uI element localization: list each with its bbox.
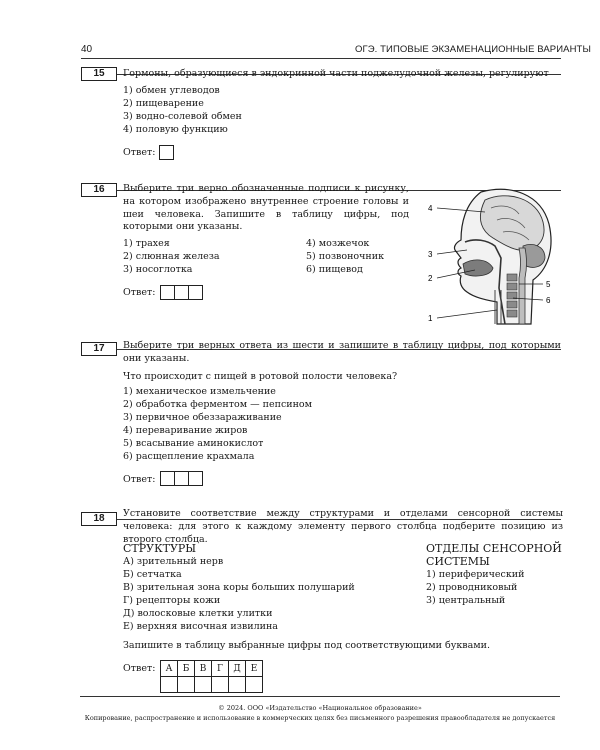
q16-option-2: 2) слюнная железа xyxy=(123,251,220,262)
q15-option-1: 1) обмен углеводов xyxy=(123,85,220,96)
q18-answer-cell[interactable] xyxy=(161,677,178,693)
q18-answer-cell[interactable] xyxy=(246,677,263,693)
q17-answer-cell[interactable] xyxy=(174,471,189,486)
q18-col1-title: СТРУКТУРЫ xyxy=(123,542,197,555)
q18-answer-cell[interactable] xyxy=(212,677,229,693)
q16-answer-cell[interactable] xyxy=(160,285,175,300)
q18-col1-item-d: Д) волосковые клетки улитки xyxy=(123,608,273,619)
q17-text: Выберите три верных ответа из шести и запишите в таблицу цифры, под которыми они указаны. xyxy=(123,340,561,364)
q18-col2-item-1: 1) периферический xyxy=(426,569,525,580)
q15-option-2: 2) пищеварение xyxy=(123,98,204,109)
q18-instruction: Запишите в таблицу выбранные цифры под соответствующими буквами. xyxy=(123,640,491,651)
q15-text: Гормоны, образующиеся в эндокринной части поджелудочной железы, регулируют xyxy=(123,68,549,79)
q18-col1-item-a: А) зрительный нерв xyxy=(123,556,224,567)
q18-answers-row xyxy=(161,677,263,693)
figure-label-3: 3 xyxy=(428,250,433,259)
q18-letters-row xyxy=(161,661,263,677)
page-number: 40 xyxy=(81,44,93,55)
q18-answer-cell[interactable] xyxy=(229,677,246,693)
q18-col1-item-g: Г) рецепторы кожи xyxy=(123,595,221,606)
q16-answer-label: Ответ: xyxy=(123,287,156,298)
q15-option-4: 4) половую функцию xyxy=(123,124,228,135)
q16-number-box: 16 xyxy=(81,183,117,197)
figure-label-4: 4 xyxy=(428,204,433,213)
q16-answer-cells[interactable] xyxy=(160,285,203,300)
q18-letter-b: Б xyxy=(178,661,195,677)
q17-answer-cells[interactable] xyxy=(160,471,203,486)
q18-col2-item-2: 2) проводниковый xyxy=(426,582,518,593)
q18-col2-title-line1: ОТДЕЛЫ СЕНСОРНОЙ xyxy=(426,542,562,555)
footer-divider xyxy=(80,696,560,697)
q18-col1-item-v: В) зрительная зона коры больших полушарий xyxy=(123,582,355,593)
footer-copyright: © 2024. ООО «Издательство «Национальное образование» xyxy=(218,704,422,712)
vertebral-column xyxy=(507,274,517,317)
q15-number-box: 15 xyxy=(81,67,117,81)
q17-option-1: 1) механическое измельчение xyxy=(123,386,276,397)
q16-option-6: 6) пищевод xyxy=(306,264,363,275)
q15-answer-label: Ответ: xyxy=(123,147,156,158)
q15-option-3: 3) водно-солевой обмен xyxy=(123,111,242,122)
q16-option-5: 5) позвоночник xyxy=(306,251,385,262)
q18-letter-g: Г xyxy=(212,661,229,677)
q16-answer-cell[interactable] xyxy=(174,285,189,300)
page-header-title: ОГЭ. ТИПОВЫЕ ЭКЗАМЕНАЦИОННЫЕ ВАРИАНТЫ xyxy=(355,44,591,55)
q17-option-4: 4) переваривание жиров xyxy=(123,425,248,436)
q18-col1-item-b: Б) сетчатка xyxy=(123,569,182,580)
q15-answer-box[interactable] xyxy=(159,145,174,160)
q18-answer-table xyxy=(160,660,263,693)
q18-answer-cell[interactable] xyxy=(178,677,195,693)
q18-letter-e: Е xyxy=(246,661,263,677)
figure-label-1: 1 xyxy=(428,314,433,323)
q17-question: Что происходит с пищей в ротовой полости человека? xyxy=(123,371,398,382)
q17-answer-cell[interactable] xyxy=(160,471,175,486)
q16-option-4: 4) мозжечок xyxy=(306,238,370,249)
q17-number-box: 17 xyxy=(81,342,117,356)
q18-letter-v: В xyxy=(195,661,212,677)
footer-notice: Копирование, распространение и использование в коммерческих целях без письменного разрешения правообладателя не допускается xyxy=(84,714,556,722)
q18-answer-label: Ответ: xyxy=(123,663,156,674)
q16-text: Выберите три верно обозначенные подписи к рисунку, на котором изображено внутреннее строение головы и шеи человека. Запишите в таблицу цифры, под которыми они указаны. xyxy=(123,183,409,233)
q16-option-1: 1) трахея xyxy=(123,238,170,249)
q16-option-3: 3) носоглотка xyxy=(123,264,193,275)
q17-option-6: 6) расщепление крахмала xyxy=(123,451,255,462)
q18-col1-item-e: Е) верхняя височная извилина xyxy=(123,621,278,632)
q18-col2-item-3: 3) центральный xyxy=(426,595,506,606)
q18-letter-a: А xyxy=(161,661,178,677)
spinal-cord xyxy=(519,248,527,324)
header-divider xyxy=(81,58,561,59)
q18-number-box: 18 xyxy=(81,512,117,526)
q18-answer-cell[interactable] xyxy=(195,677,212,693)
q18-text: Установите соответствие между структурами и отделами сенсорной системы человека: для этого к каждому элементу первого столбца подберите позицию из второго столбца. xyxy=(123,508,563,545)
q17-option-3: 3) первичное обеззараживание xyxy=(123,412,282,423)
q17-option-2: 2) обработка ферментом — пепсином xyxy=(123,399,313,410)
q16-answer-cell[interactable] xyxy=(188,285,203,300)
q17-answer-label: Ответ: xyxy=(123,474,156,485)
q18-letter-d: Д xyxy=(229,661,246,677)
q17-answer-cell[interactable] xyxy=(188,471,203,486)
head-neck-figure xyxy=(415,178,565,328)
q17-option-5: 5) всасывание аминокислот xyxy=(123,438,264,449)
figure-label-6: 6 xyxy=(546,296,551,305)
figure-label-2: 2 xyxy=(428,274,433,283)
q18-col2-title-line2: СИСТЕМЫ xyxy=(426,555,490,568)
figure-label-5: 5 xyxy=(546,280,551,289)
